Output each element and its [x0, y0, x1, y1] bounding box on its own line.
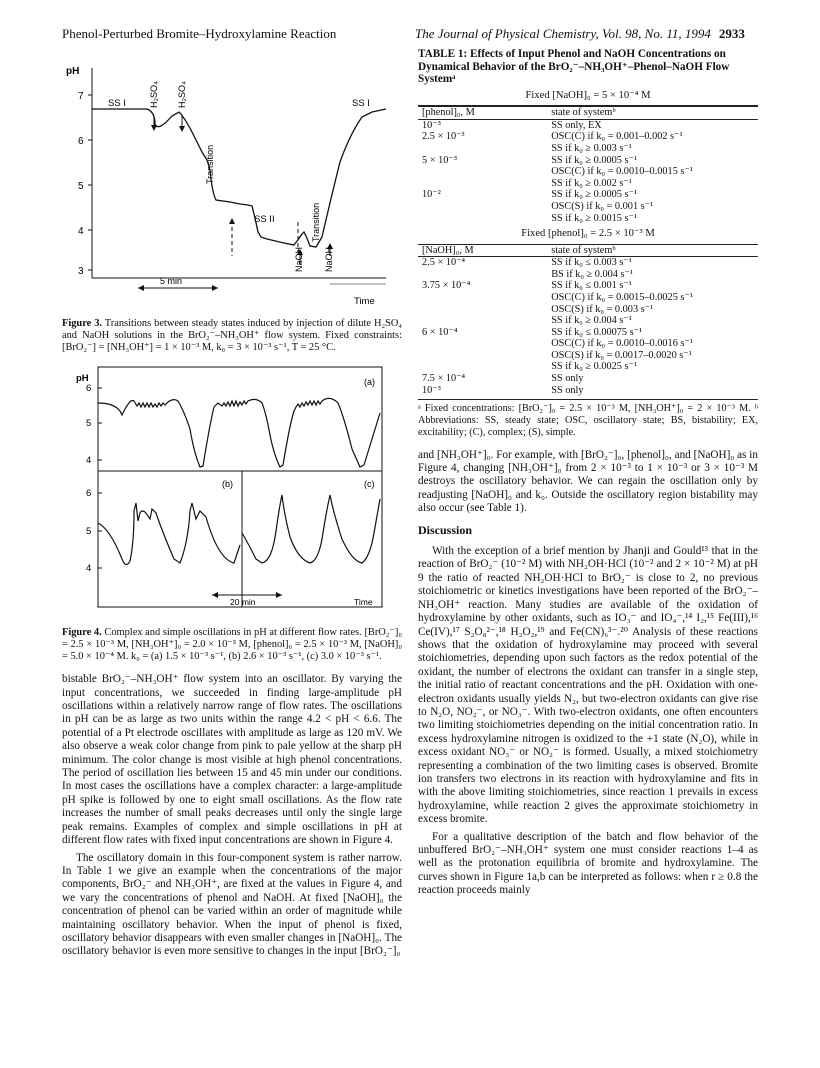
- table-fixed-phenol: Fixed [phenol]₀ = 2.5 × 10⁻³ M: [521, 228, 655, 240]
- fig4a-ytick: 5: [86, 417, 92, 429]
- fig3-ph-trace: [92, 109, 386, 247]
- figure-3-plot: [62, 52, 402, 314]
- figure-3-label: Figure 3.: [62, 318, 102, 329]
- fig4a-ytick: 6: [86, 382, 92, 394]
- fig3-label-h2so4: H₂SO₄: [149, 81, 159, 108]
- left-body-text: [62, 673, 402, 959]
- table-row: 10⁻³ SS only: [422, 384, 584, 396]
- figure-4-label: Figure 4.: [62, 626, 102, 638]
- fig3-label-ss1-left: SS I: [108, 98, 126, 109]
- fig4-scale-label: 20 min: [230, 596, 256, 607]
- table-header-naoh: [NaOH]₀, M: [418, 244, 547, 257]
- fig4c-ph-trace: [242, 495, 380, 563]
- paragraph: bistable BrO₂⁻–NH₃OH⁺ flow system into an oscillator. By varying the input concentrations, we succeeded in finding large-amplitude pH oscillations within a relatively narrow range of flow rates. The oscillations in pH can be as large as two units within the range 4.2 < pH < 6.6. The potential of a Pt electrode oscillates with amplitude as large as 120 mV. We also observe a weak color change from pink to pale yellow at the sharp pH minimum. The color change is most visible at high phenol concentrations. The period of oscillation lies between 15 and 45 min under our conditions. In most cases the oscillations have a complex character: a large-amplitude pH spike is followed by one to eight small oscillations. As the flow rate increases the number of small peaks decreases until only the single large peak remains. Examples of complex and simple oscillations in pH at different flow rates with fixed input concentrations are shown in Figure 4.: [62, 673, 402, 847]
- fig4b-ph-trace: [98, 503, 240, 565]
- table-row: SS if k₀ ≥ 0.003 s⁻¹: [551, 142, 632, 154]
- table-row: 2.5 × 10⁻³ OSC(C) if k₀ = 0.001–0.002 s⁻¹: [422, 131, 683, 143]
- figure-4-caption: [62, 627, 402, 664]
- running-head-left: Phenol-Perturbed Bromite–Hydroxylamine Reaction: [62, 26, 337, 41]
- fig3-ytick: 4: [78, 226, 84, 237]
- table-1-title: TABLE 1: Effects of Input Phenol and NaOH Concentrations on Dynamical Behavior of the BrO₂⁻–NH₃OH⁺–Phenol–NaOH Flow Systemᵃ: [418, 48, 730, 86]
- table-1-part-b: [418, 244, 758, 397]
- fig4-ylabel: pH: [76, 372, 89, 384]
- table-row: OSC(C) if k₀ = 0.0010–0.0016 s⁻¹: [551, 338, 693, 350]
- fig3-label-h2so4: H₂SO₄: [177, 81, 187, 108]
- fig4-panel-b-label: (b): [222, 478, 233, 489]
- table-header-state: state of systemᵇ: [547, 244, 758, 257]
- table-fixed-naoh: Fixed [NaOH]₀ = 5 × 10⁻⁴ M: [418, 86, 758, 106]
- paragraph: For a qualitative description of the batch and flow behavior of the unbuffered BrO₂⁻–NH₃OH⁺ system one must consider reactions 1–4 as well as the protonation equilibria of bromite and hydroxylamine. The curves shown in Figure 1a,b can be interpreted as follows: when r ≥ 0.8 the reaction proceeds mainly: [418, 830, 758, 897]
- table-row: 5 × 10⁻³ SS if k₀ ≥ 0.0005 s⁻¹: [422, 154, 638, 166]
- fig4bc-ytick: 5: [86, 525, 92, 537]
- paragraph: and [NH₃OH⁺]₀. For example, with [BrO₂⁻]₀, [phenol]₀, and [NaOH]₀ as in Figure 4, changing [NH₃OH⁺]₀ from 2 × 10⁻³ to 1 × 10⁻³ or 3 × 10⁻³ M destroys the oscillatory behavior. We can regain the oscillation only by readjusting [NaOH]₀ and k₀. Outside the oscillatory region bistability may also occur (see Table 1).: [418, 448, 758, 515]
- table-row: OSC(S) if k₀ = 0.0017–0.0020 s⁻¹: [551, 349, 692, 361]
- fig3-ytick: 5: [78, 181, 84, 192]
- fig4a-ytick: 4: [86, 454, 92, 466]
- fig3-label-transition: Transition: [311, 202, 321, 242]
- fig4bc-ytick: 4: [86, 562, 92, 574]
- figure-3-caption: [62, 318, 402, 355]
- fig3-scale-label: 5 min: [160, 276, 183, 286]
- fig3-xlabel: Time: [354, 296, 375, 307]
- table-1-footnote: ᵃ Fixed concentrations: [BrO₂⁻]₀ = 2.5 × 10⁻³ M, [NH₃OH⁺]₀ = 2 × 10⁻³ M. ᵇ Abbreviations: SS, steady state; OSC, oscillatory state; BS, bistability; EX, excitability; (C), complex; (S), simple.: [418, 399, 758, 438]
- table-row: SS if k₀ ≥ 0.004 s⁻¹: [551, 315, 632, 327]
- fig3-label-transition: Transition: [205, 144, 215, 184]
- fig4-xlabel: Time: [354, 596, 373, 607]
- journal-citation: The Journal of Physical Chemistry, Vol. 98, No. 11, 1994: [415, 26, 711, 41]
- table-row: 2.5 × 10⁻⁴ SS if k₀ ≤ 0.003 s⁻¹: [422, 257, 632, 269]
- fig3-ytick: 6: [78, 136, 84, 147]
- fig4bc-ytick: 6: [86, 487, 92, 499]
- table-row: OSC(S) if k₀ = 0.001 s⁻¹: [551, 200, 654, 212]
- table-row: OSC(C) if k₀ = 0.0015–0.0025 s⁻¹: [551, 291, 693, 303]
- table-row: 3.75 × 10⁻⁴ SS if k₀ ≤ 0.001 s⁻¹: [422, 280, 632, 292]
- fig3-label-naoh: NaOH: [324, 246, 334, 272]
- figure-4-plot: [62, 363, 402, 621]
- table-row: 6 × 10⁻⁴ SS if k₀ ≤ 0.00075 s⁻¹: [422, 326, 643, 338]
- fig3-label-ss1-right: SS I: [352, 98, 370, 109]
- fig4-panel-a-label: (a): [364, 376, 375, 387]
- fig3-label-ss2: SS II: [254, 214, 275, 225]
- table-row: SS if k₀ ≥ 0.0015 s⁻¹: [551, 212, 638, 224]
- figure-4-caption-text: Complex and simple oscillations in pH at different flow rates. [BrO₂⁻]₀ = 2.5 × 10⁻³ M, [NH₃OH⁺]₀ = 2.0 × 10⁻³ M, [phenol]₀ = 2.5 × 10⁻³ M, [NaOH]₀ = 5.0 × 10⁻⁴ M. k₀ = (a) 1.5 × 10⁻³ s⁻¹, (b) 2.6 × 10⁻³ s⁻¹, (c) 3.0 × 10⁻³ s⁻¹.: [62, 626, 402, 663]
- table-row: OSC(C) if k₀ = 0.0010–0.0015 s⁻¹: [551, 166, 693, 178]
- table-row: 7.5 × 10⁻⁴ SS only: [422, 373, 584, 385]
- fig3-ytick: 7: [78, 91, 84, 102]
- table-row: BS if k₀ ≥ 0.004 s⁻¹: [551, 268, 634, 280]
- table-row: SS if k₀ ≥ 0.002 s⁻¹: [551, 177, 632, 189]
- paragraph: The oscillatory domain in this four-component system is rather narrow. In Table 1 we give an example when the concentrations of the major components, BrO₂⁻ and NH₃OH⁺, are fixed at the values in Figure 4, and we vary the concentrations of phenol and NaOH. At fixed [NaOH]₀ the concentration of phenol can be varied within an order of magnitude while maintaining oscillatory behavior. When the input of phenol is fixed, oscillatory behavior disappears with even smaller changes in [NaOH]₀. The oscillatory behavior is even more sensitive to changes in the input [BrO₂⁻]₀: [62, 851, 402, 958]
- running-head-right: [415, 26, 745, 42]
- fig3-ytick: 3: [78, 266, 84, 277]
- table-row: SS if k₀ ≥ 0.0025 s⁻¹: [551, 361, 638, 373]
- table-1-part-a: [418, 106, 758, 224]
- fig3-label-naoh: NaOH: [294, 246, 304, 272]
- discussion-heading: Discussion: [418, 522, 473, 537]
- right-column: [418, 48, 758, 902]
- page-number: 2933: [718, 26, 745, 41]
- table-row: 10⁻³ SS only, EX: [422, 119, 602, 131]
- table-header-phenol: [phenol]₀, M: [418, 107, 547, 120]
- table-row: OSC(S) if k₀ = 0.003 s⁻¹: [551, 303, 654, 315]
- figure-3-caption-text: Transitions between steady states induced by injection of dilute H₂SO₄ and NaOH solutions in the BrO₂⁻–NH₃OH⁺ flow system. Fixed constraints: [BrO₂⁻] = [NH₃OH⁺] = 1 × 10⁻³ M, k₀ = 3 × 10⁻³ s⁻¹, T = 25 °C.: [62, 318, 402, 354]
- left-column: [62, 52, 402, 963]
- fig4a-ph-trace: [98, 398, 380, 467]
- table-row: 10⁻² SS if k₀ ≥ 0.0005 s⁻¹: [422, 189, 638, 201]
- table-header-state: state of systemᵇ: [547, 107, 758, 120]
- fig4-panel-c-label: (c): [364, 478, 375, 489]
- paragraph: With the exception of a brief mention by Jhanji and Gould¹³ that in the reaction of BrO₂⁻ (10⁻² M) with NH₂OH·HCl (10⁻² and 2 × 10⁻² M) at pH 9 the ratio of reacted NH₂OH·HCl to BrO₂⁻ is close to 2, no previous stoichiometric or kinetics investigations have been reported of the BrO₂⁻–NH₃OH⁺ reaction. Many studies are available of the oxidation of hydroxylamine by other oxidants, such as IO₃⁻ and IO₄⁻,¹⁴ I₂,¹⁵ Fe(III),¹⁶ Ce(IV),¹⁷ S₂O₈²⁻,¹⁸ H₂O₂,¹⁹ and Fe(CN)₆³⁻.²⁰ Analysis of these reactions shows that the oxidation of hydroxylamine may proceed with several stoichiometries, depending upon such factors as the redox potential of the oxidant, the number of electrons the oxidant can transfer in a single step, the initial ratio of reactant concentrations and the pH. Oxidation with one-electron oxidants usually yields N₂, but two-electron oxidants can give rise to N₂O, NO₂⁻, or NO₃⁻. With two-electron oxidants, one often encounters two limiting stoichiometries depending on the initial concentration ratio. In excess hydroxylamine nitrogen is oxidized to the +1 state (N₂O), while in excess oxidant NO₃⁻ or NO₂⁻ is formed. Usually, a mixed stoichiometry representing a combination of the two limiting cases is observed. Bromite ion transfers two electrons in its reaction with hydroxylamine and fits in with the above limiting stoichiometries, since reaction 1 prevails in excess hydroxylamine, while reaction 2 gives the approximate stoichiometry in excess bromite.: [418, 545, 758, 826]
- fig3-ylabel: pH: [66, 66, 80, 77]
